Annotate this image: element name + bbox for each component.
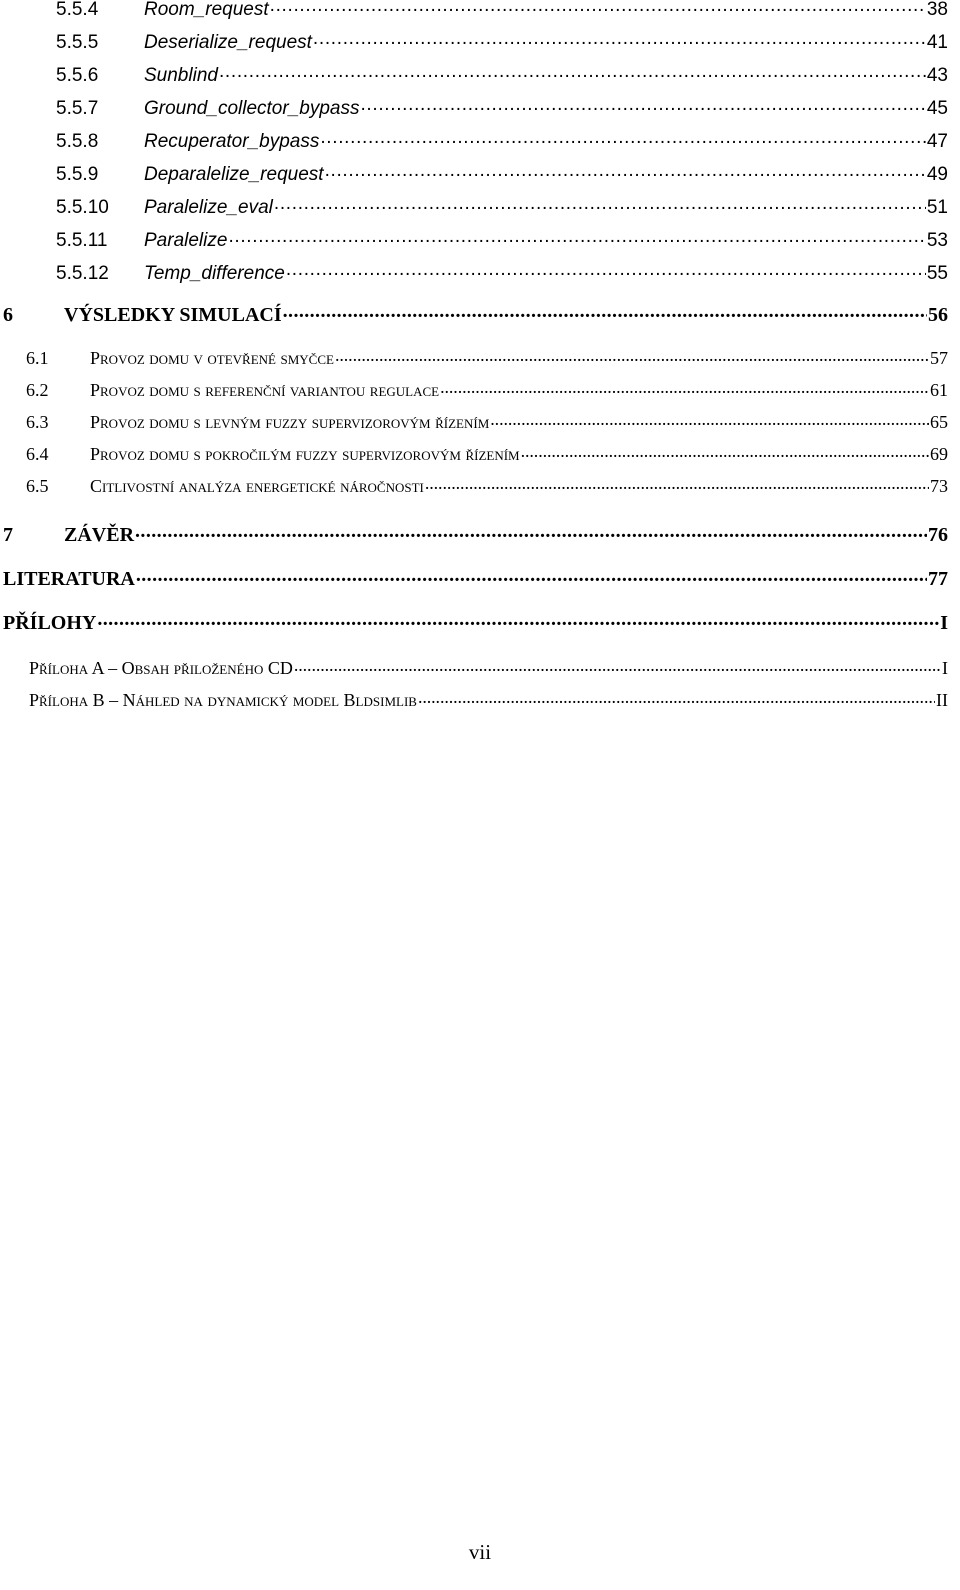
dot-leader xyxy=(425,474,929,492)
toc-appendix-title: Příloha B – Náhled na dynamický model Bldsimlib xyxy=(29,690,417,710)
toc-entry-page: 51 xyxy=(926,197,948,218)
toc-section-number: 6.5 xyxy=(26,476,49,496)
toc-entry-page: 47 xyxy=(926,131,948,152)
toc-entry-number: 5.5.9 xyxy=(56,164,99,185)
toc-entry-title: Recuperator_bypass xyxy=(144,131,320,152)
dot-leader xyxy=(418,688,935,706)
toc-entry-page: 55 xyxy=(926,263,948,284)
toc-entry-number: 5.5.5 xyxy=(56,32,99,53)
toc-chapter-page: 76 xyxy=(928,524,948,546)
dot-leader xyxy=(270,0,926,15)
toc-entry-page: 41 xyxy=(926,32,948,53)
toc-chapter-title: ZÁVĚR xyxy=(64,524,135,546)
toc-appendix-page: I xyxy=(942,658,948,678)
dot-leader xyxy=(294,656,941,674)
toc-entry-number: 5.5.10 xyxy=(56,197,109,218)
dot-leader xyxy=(335,346,929,364)
page-number: vii xyxy=(468,1540,492,1564)
toc-section-number: 6.3 xyxy=(26,412,49,432)
toc-section[interactable] xyxy=(0,378,960,401)
dot-leader xyxy=(135,521,927,541)
toc-chapter[interactable] xyxy=(0,521,960,547)
toc-entry-page: 49 xyxy=(926,164,948,185)
toc-entry-number: 5.5.11 xyxy=(56,230,108,251)
toc-chapter-number: 7 xyxy=(3,524,13,546)
dot-leader xyxy=(490,410,929,428)
toc-entry-title: Paralelize xyxy=(144,230,228,251)
dot-leader xyxy=(521,442,929,460)
toc-entry-number: 5.5.6 xyxy=(56,65,99,86)
toc-section[interactable] xyxy=(0,442,960,465)
dot-leader xyxy=(283,301,927,321)
toc-section-title: Provoz domu s pokročilým fuzzy supervizorovým řízením xyxy=(90,444,520,464)
dot-leader xyxy=(97,609,939,629)
dot-leader xyxy=(320,128,926,147)
toc-appendix[interactable] xyxy=(0,688,960,711)
toc-section-page: 65 xyxy=(930,412,948,432)
toc-chapter-page: 77 xyxy=(928,568,948,590)
toc-entry-title: Room_request xyxy=(144,0,269,20)
toc-section-page: 73 xyxy=(930,476,948,496)
toc-chapter-page: 56 xyxy=(928,304,948,326)
toc-chapter-title: PŘÍLOHY xyxy=(3,612,97,634)
toc-entry-number: 5.5.12 xyxy=(56,263,109,284)
toc-section-number: 6.1 xyxy=(26,348,49,368)
toc-entry[interactable] xyxy=(0,194,960,219)
toc-entry-title: Paralelize_eval xyxy=(144,197,273,218)
toc-chapter-title: VÝSLEDKY SIMULACÍ xyxy=(64,304,282,326)
toc-chapter-page: I xyxy=(940,612,948,634)
toc-section-title: Provoz domu s levným fuzzy supervizorovým řízením xyxy=(90,412,490,432)
dot-leader xyxy=(360,95,925,114)
toc-section[interactable] xyxy=(0,410,960,433)
toc-section[interactable] xyxy=(0,346,960,369)
toc-entry-page: 53 xyxy=(926,230,948,251)
toc-entry[interactable] xyxy=(0,227,960,252)
toc-entry[interactable] xyxy=(0,128,960,153)
toc-appendix[interactable] xyxy=(0,656,960,679)
toc-chapter[interactable] xyxy=(0,609,960,635)
toc-entry-number: 5.5.7 xyxy=(56,98,99,119)
toc-entry-title: Ground_collector_bypass xyxy=(144,98,360,119)
toc-entry[interactable] xyxy=(0,29,960,54)
toc-entry[interactable] xyxy=(0,62,960,87)
toc-section-number: 6.2 xyxy=(26,380,49,400)
toc-entry-title: Deparalelize_request xyxy=(144,164,324,185)
toc-chapter-title: LITERATURA xyxy=(3,568,135,590)
toc-entry[interactable] xyxy=(0,260,960,285)
dot-leader xyxy=(219,62,926,81)
toc-section[interactable] xyxy=(0,474,960,497)
toc-entry-title: Sunblind xyxy=(144,65,218,86)
toc-section-page: 69 xyxy=(930,444,948,464)
toc-entry[interactable] xyxy=(0,95,960,120)
toc-entry-page: 43 xyxy=(926,65,948,86)
dot-leader xyxy=(286,260,926,279)
toc-entry-number: 5.5.8 xyxy=(56,131,99,152)
toc-section-title: Provoz domu v otevřené smyčce xyxy=(90,348,334,368)
toc-entry[interactable] xyxy=(0,0,960,21)
toc-section-number: 6.4 xyxy=(26,444,49,464)
dot-leader xyxy=(274,194,926,213)
toc-entry-page: 38 xyxy=(926,0,948,20)
toc-entry[interactable] xyxy=(0,161,960,186)
toc-entry-title: Deserialize_request xyxy=(144,32,312,53)
toc-chapter[interactable] xyxy=(0,301,960,327)
dot-leader xyxy=(136,565,927,585)
toc-appendix-page: II xyxy=(936,690,948,710)
toc-section-title: Provoz domu s referenční variantou regulace xyxy=(90,380,440,400)
toc-section-page: 61 xyxy=(930,380,948,400)
dot-leader xyxy=(440,378,929,396)
dot-leader xyxy=(228,227,925,246)
dot-leader xyxy=(325,161,926,180)
dot-leader xyxy=(313,29,926,48)
toc-appendix-title: Příloha A – Obsah přiloženého CD xyxy=(29,658,293,678)
toc-entry-page: 45 xyxy=(926,98,948,119)
toc-entry-number: 5.5.4 xyxy=(56,0,99,20)
toc-chapter[interactable] xyxy=(0,565,960,591)
toc-chapter-number: 6 xyxy=(3,304,13,326)
toc-section-page: 57 xyxy=(930,348,948,368)
toc-entry-title: Temp_difference xyxy=(144,263,285,284)
toc-section-title: Citlivostní analýza energetické náročnosti xyxy=(90,476,424,496)
